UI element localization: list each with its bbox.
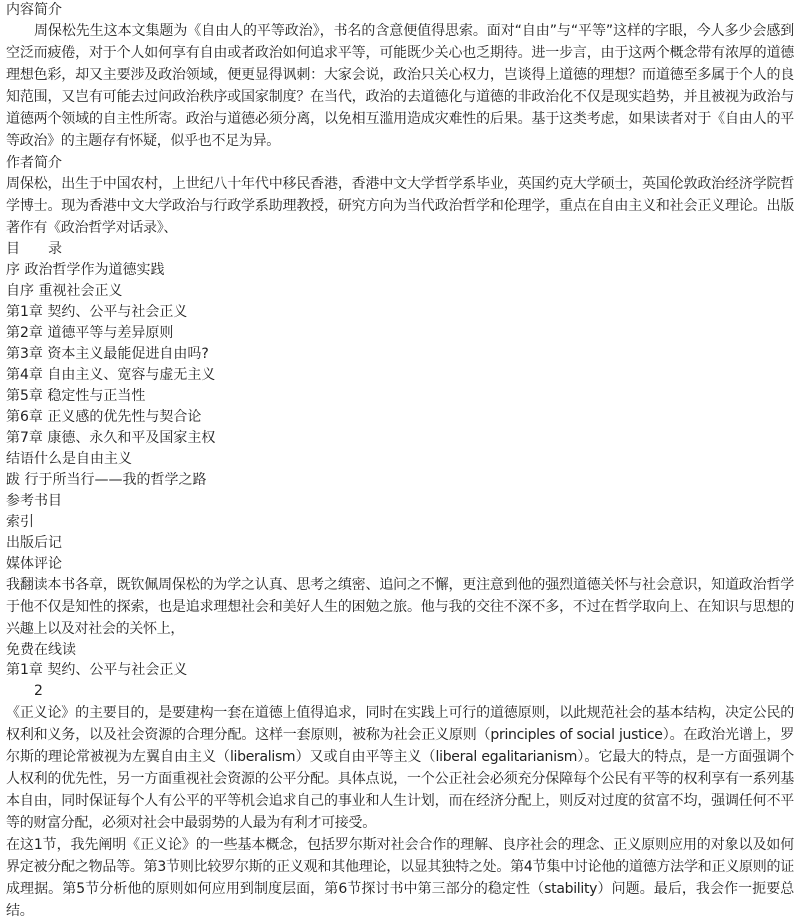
toc-item: 结语什么是自由主义	[6, 451, 132, 467]
toc-list	[6, 260, 794, 554]
toc-heading: 目 录	[6, 241, 62, 257]
toc-item: 自序 重视社会正义	[6, 283, 123, 299]
author-heading: 作者简介	[6, 155, 62, 171]
media-paragraph: 我翻读本书各章，既钦佩周保松的为学之认真、思考之缜密、追问之不懈，更注意到他的强烈道德关怀与社会意识，知道政治哲学于他不仅是知性的探索，也是追求理想社会和美好人生的困勉之旅。他与我的交往不深不多，不过在哲学取向上、在知识与思想的兴趣上以及对社会的关怀上，	[6, 577, 794, 637]
toc-item: 第6章 正义感的优先性与契合论	[6, 409, 202, 425]
toc-item: 第4章 自由主义、宽容与虚无主义	[6, 367, 216, 383]
chapter-title: 第1章 契约、公平与社会正义	[6, 662, 188, 678]
free-read-heading: 免费在线读	[6, 642, 76, 658]
toc-item: 参考书目	[6, 493, 62, 509]
toc-item: 出版后记	[6, 535, 62, 551]
author-paragraph: 周保松，出生于中国农村，上世纪八十年代中移民香港，香港中文大学哲学系毕业，英国约克大学硕士，英国伦敦政治经济学院哲学博士。现为香港中文大学政治与行政学系助理教授，研究方向为当代政治哲学和伦理学，重点在自由主义和社会正义理论。出版著作有《政治哲学对话录》、	[6, 176, 794, 236]
toc-item: 第3章 资本主义最能促进自由吗?	[6, 346, 209, 362]
page-number: 2	[34, 683, 43, 699]
toc-item: 第5章 稳定性与正当性	[6, 388, 146, 404]
chapter-paragraph-1: 《正义论》的主要目的，是要建构一套在道德上值得追求，同时在实践上可行的道德原则，以此规范社会的基本结构，决定公民的权利和义务，以及社会资源的合理分配。这样一套原则，被称为社会正义原则（principles of social justice）。在政治光谱上，罗尔斯的理论常被视为左翼自由主义（liberalism）又或自由平等主义（liberal egalitarianism）。它最大的特点，是一方面强调个人权利的优先性，另一方面重视社会资源的公平分配。具体点说，一个公正社会必须充分保障每个公民有平等的权利享有一系列基本自由，同时保证每个人有公平的平等机会追求自己的事业和人生计划，而在经济分配上，则反对过度的贫富不均，强调任何不平等的财富分配，必须对社会中最弱势的人最为有利才可接受。	[6, 705, 794, 831]
toc-item: 索引	[6, 514, 34, 530]
toc-item: 第2章 道德平等与差异原则	[6, 325, 174, 341]
media-heading: 媒体评论	[6, 556, 62, 572]
toc-item: 第7章 康德、永久和平及国家主权	[6, 430, 216, 446]
chapter-paragraph-2: 在这1节，我先阐明《正义论》的一些基本概念，包括罗尔斯对社会合作的理解、良序社会的理念、正义原则应用的对象以及如何界定被分配之物品等。第3节则比较罗尔斯的正义观和其他理论，以显其独特之处。第4节集中讨论他的道德方法学和正义原则的证成理据。第5节分析他的原则如何应用到制度层面，第6节探讨书中第三部分的稳定性（stability）问题。最后，我会作一扼要总结。	[6, 837, 794, 919]
intro-heading: 内容简介	[6, 2, 62, 18]
toc-item: 第1章 契约、公平与社会正义	[6, 304, 188, 320]
intro-paragraph: 周保松先生这本文集题为《自由人的平等政治》，书名的含意便值得思索。面对“自由”与“平等”这样的字眼，今人多少会感到空泛而疲倦，对于个人如何享有自由或者政治如何追求平等，可能既少关心也乏期待。进一步言，由于这两个概念带有浓厚的道德理想色彩，却又主要涉及政治领域，便更显得讽刺：大家会说，政治只关心权力，岂谈得上道德的理想？而道德至多属于个人的良知范围，又岂有可能去过问政治秩序或国家制度？在当代，政治的去道德化与道德的非政治化不仅是现实趋势，并且被视为政治与道德两个领域的自主性所寄。政治与道德必须分离，以免相互滥用造成灾难性的后果。基于这类考虑，如果读者对于《自由人的平等政治》的主题存有怀疑，似乎也不足为异。	[6, 23, 794, 149]
toc-item: 序 政治哲学作为道德实践	[6, 262, 165, 278]
toc-item: 跋 行于所当行——我的哲学之路	[6, 472, 207, 488]
